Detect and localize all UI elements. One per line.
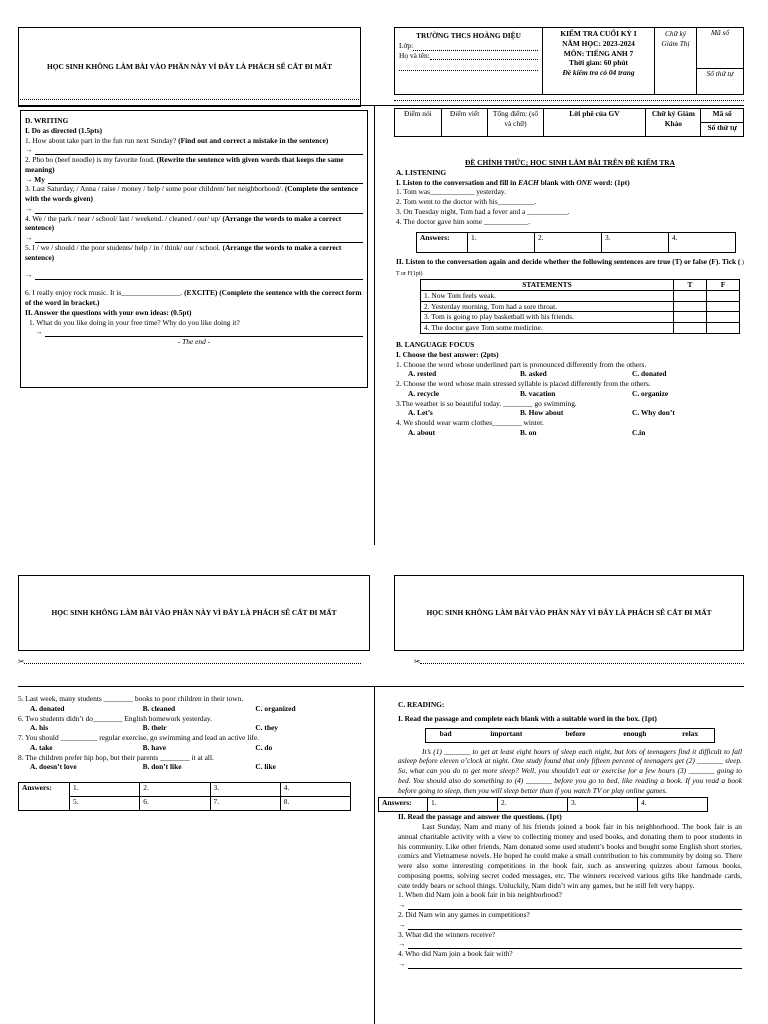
score-speaking: Điểm nói [395, 109, 442, 137]
w4-text: 4. We / the park / near / school/ last / weekend. / cleaned / our/ up/ [25, 213, 223, 223]
option[interactable]: B. How about [520, 408, 564, 418]
column-divider-top [374, 105, 375, 545]
listening-item: 3. On Tuesday night, Tom had a fever and a ___________. [396, 206, 570, 216]
warning-text: HỌC SINH KHÔNG LÀM BÀI VÀO PHẦN NÀY VÌ ĐÂY LÀ PHÁCH SẼ CẮT ĐI MẤT [51, 608, 337, 618]
option[interactable]: A. recycle [408, 388, 440, 398]
option[interactable]: C.in [632, 427, 646, 437]
option[interactable]: A. his [30, 723, 49, 733]
w4-answer-line[interactable] [25, 233, 363, 243]
listening-part1-instruction [396, 178, 744, 188]
option[interactable]: C. they [255, 723, 278, 733]
column-divider-bottom [374, 686, 375, 1024]
option[interactable]: C. donated [632, 369, 667, 379]
writing-title: D. WRITING [25, 116, 69, 125]
q5-options [18, 704, 368, 714]
language-q4: 4. We should wear warm clothes________ winter. [396, 418, 544, 428]
w2-instruction: (Rewrite the sentence with given words that keeps the same meaning) [25, 155, 344, 174]
language-q3: 3.The weather is so beautiful today. ________ go swimming. [396, 398, 577, 408]
language-sub: I. Choose the best answer: (2pts) [396, 349, 499, 359]
writing-q4 [25, 214, 363, 234]
option[interactable]: A. doesn’t love [30, 762, 77, 772]
writing-q7: 1. What do you like doing in your free time? Why do you like doing it? [29, 317, 240, 327]
w5-answer-line[interactable] [25, 270, 363, 280]
page1-content [396, 158, 744, 438]
answer-blank [35, 148, 363, 155]
language-q1: 1. Choose the word whose underlined part is pronounced differently from the others. [396, 359, 647, 369]
examiner-signature: Chữ ký Giám Khảo [646, 109, 701, 137]
answer-blank [408, 942, 742, 949]
q6-options [18, 723, 368, 733]
arrow-icon: → [35, 327, 43, 337]
listening-part2-instruction [396, 257, 744, 279]
language-continued [18, 694, 368, 811]
answer-blank [408, 923, 742, 930]
answer-blank [35, 236, 363, 243]
name-field[interactable] [399, 51, 538, 61]
listening-item: 2. Tom went to the doctor with his__________. [396, 197, 537, 207]
listening-answers-table [416, 232, 736, 253]
writing-q2 [25, 155, 363, 175]
tick-cell[interactable] [674, 312, 707, 323]
p2-text: II. Listen to the conversation again and decide whether the following sentences are true (T) or false (F). Tick ( [396, 257, 741, 267]
answer-cell[interactable]: 1. [70, 783, 140, 797]
q1-options [396, 369, 744, 379]
writing-q1 [25, 136, 363, 146]
answer-cell[interactable]: 1. [428, 798, 498, 812]
option[interactable]: B. asked [520, 369, 547, 379]
reading-passage-2: Last Sunday, Nam and many of his friends joined a book fair in his neighborhood. The book fair is an annual charitable activity with a view to collecting money and used books, and donating them to poor students in his community. Like other friends, Nam donated some used student’s books and bought some English short stories, comics and Vietnamese novels. He hoped he could make a small contribution to his community by doing so. There were also some interesting competitions in the book fair, such as answering quizzes about famous books, composing poems, solving secret coded messages, etc. The winners received various gifts like handmade cards, cute teddy bears or school things. Unluckily, Nam didn’t win any games, but he still felt very happy. [398, 822, 742, 890]
false-header: F [707, 280, 740, 291]
language-q7: 7. You should __________ regular exercise, go swimming and lead an active life. [18, 733, 259, 743]
reading-passage-1: It’s (1) _______ to get at least eight hours of sleep each night, but lots of teenagers find it difficult to fall asleep before eleven o’clock at night. One study found that only fifteen percent of teenagers get (2) _______ sleep. So, what can you do to get more sleep? Well, you shouldn’t eat or exercise for a few hours (3) _______ going to bed. You should also do something to (4) _______ before you go to bed, like reading a book. If you read a book before going to sleep, then you will sleep better than if you watch TV or play online games. [398, 746, 742, 795]
answer-blank [408, 903, 742, 910]
tick-cell[interactable] [674, 301, 707, 312]
reading-question: 3. What did the winners receive? [398, 929, 496, 939]
code-label: Mã số [697, 28, 743, 69]
detach-warning-mid-right [394, 575, 744, 651]
tick-cell[interactable] [707, 312, 740, 323]
answers-label: Answers: [19, 783, 70, 811]
p1-each: EACH [518, 177, 539, 187]
option[interactable]: A. Let’s [408, 408, 433, 418]
p1c: word: (1pt) [591, 177, 630, 187]
language-q8: 8. The children prefer hip hop, but their parents ________ it at all. [18, 752, 214, 762]
score-order: Số thứ tự [707, 123, 737, 132]
page-rule-top [18, 105, 744, 106]
arrow-icon: → [398, 958, 406, 968]
tick-cell[interactable] [674, 323, 707, 334]
word-box-item: before [547, 728, 603, 742]
answer-cell[interactable]: 7. [210, 797, 280, 811]
p1b: blank with [538, 177, 577, 187]
answers-label: Answers: [417, 233, 468, 253]
score-table [394, 108, 744, 137]
warning-text: HỌC SINH KHÔNG LÀM BÀI VÀO PHẦN NÀY VÌ ĐÂY LÀ PHÁCH SẼ CẮT ĐI MẤT [46, 62, 333, 72]
listening-title: A. LISTENING [396, 167, 447, 177]
extra-blank [399, 60, 538, 71]
code-order-block [696, 28, 743, 94]
class-field[interactable] [399, 41, 538, 51]
exam-header [394, 27, 744, 95]
score-table-wrap [394, 108, 744, 137]
answer-cell[interactable]: 2. [498, 798, 568, 812]
code-order-cell [701, 109, 744, 137]
answers-label: Answers: [379, 798, 428, 812]
arrow-icon: → [25, 270, 33, 280]
cut-line [18, 99, 361, 100]
option[interactable]: A. take [30, 742, 53, 752]
statements-table [420, 279, 740, 334]
reading-question: 4. Who did Nam join a book fair with? [398, 949, 513, 959]
writing-q6 [25, 288, 363, 308]
subject: MÔN: TIẾNG ANH 7 [563, 48, 634, 58]
exam-time: Thời gian: 60 phút [569, 58, 628, 68]
reading-section [382, 700, 742, 969]
answer-cell[interactable]: 2. [535, 233, 602, 253]
arrow-icon: → [398, 939, 406, 949]
the-end: - The end - [177, 337, 211, 347]
answer-blank [35, 273, 363, 280]
name-label: Họ và tên: [399, 50, 430, 60]
score-code: Mã số [701, 109, 743, 123]
w6-text: 6. I really enjoy rock music. It is________________. [25, 288, 185, 298]
dotted-line [24, 659, 361, 664]
w7-answer-line[interactable] [25, 327, 363, 337]
word-box-item: relax [666, 728, 714, 742]
p2-tick: ) T or F(1pt) [396, 260, 744, 278]
option[interactable]: B. cleaned [142, 703, 176, 713]
answer-cell[interactable]: 5. [70, 797, 140, 811]
page-count: Đề kiểm tra có 04 trang [562, 68, 635, 78]
w3-instruction: (Complete the sentence with the words given) [25, 184, 358, 204]
scissors-icon: ✂ [414, 657, 421, 666]
word-box-item: important [465, 728, 547, 742]
answer-cell[interactable]: 2. [140, 783, 210, 797]
tick-cell[interactable] [674, 290, 707, 301]
q3-options [396, 408, 744, 418]
writing-sub2: II. Answer the questions with your own ideas: (0.5pt) [25, 307, 192, 317]
page-rule-bottom [18, 686, 744, 687]
w3-text: 3. Last Saturday, / Anna / raise / money / help / some poor children/ her neighborhood/. [25, 184, 285, 194]
answer-cell[interactable]: 3. [602, 233, 669, 253]
reading-answer-line[interactable] [398, 939, 742, 949]
invigilator-signature [654, 28, 696, 94]
option[interactable]: C. Why don’t [632, 408, 675, 418]
answer-blank [35, 207, 363, 214]
q4-options [396, 428, 744, 438]
teacher-comment: Lời phê của GV [543, 109, 646, 137]
answer-cell[interactable]: 4. [280, 783, 350, 797]
word-box-item: bad [426, 728, 466, 742]
detach-warning-mid-left [18, 575, 370, 651]
p1a: I. Listen to the conversation and fill in [396, 177, 519, 187]
option[interactable]: B. have [142, 742, 167, 752]
option[interactable]: B. their [142, 723, 167, 733]
language-q2: 2. Choose the word whose main stressed syllable is placed differently from the others. [396, 379, 651, 389]
language-title: B. LANGUAGE FOCUS [396, 340, 475, 349]
warning-text: HỌC SINH KHÔNG LÀM BÀI VÀO PHẦN NÀY VÌ ĐÂY LÀ PHÁCH SẼ CẮT ĐI MẤT [426, 608, 712, 618]
school-year: NĂM HỌC: 2023-2024 [562, 38, 635, 48]
answer-cell[interactable]: 6. [140, 797, 210, 811]
statement-row: 4. The doctor gave Tom some medicine. [421, 323, 674, 334]
reading-sub2: II. Read the passage and answer the questions. (1pt) [398, 812, 562, 822]
detach-warning-top-left [18, 27, 361, 107]
dotted-line [420, 659, 744, 664]
option[interactable]: B. don’t like [142, 762, 182, 772]
w6-instruction: (EXCITE) (Complete the sentence with the correct form of the word in bracket.) [25, 288, 362, 308]
language-q6: 6. Two students didn’t do________ English homework yesterday. [18, 713, 212, 723]
option[interactable]: A. donated [30, 703, 65, 713]
answer-blank [45, 330, 363, 337]
student-info [395, 28, 542, 94]
writing-q5 [25, 243, 363, 263]
q8-options [18, 762, 368, 772]
option[interactable]: C. do [255, 742, 273, 752]
listening-item: 1. Tom was____________ yesterday. [396, 187, 506, 197]
name-blank [430, 53, 538, 60]
answer-cell[interactable]: 3. [568, 798, 638, 812]
q7-options [18, 743, 368, 753]
option[interactable]: B. vacation [520, 388, 556, 398]
word-box [425, 728, 715, 743]
answer-cell[interactable]: 4. [638, 798, 708, 812]
answer-blank [48, 177, 363, 184]
order-label: Số thứ tự [706, 69, 734, 78]
cut-line-mid-right [414, 657, 744, 667]
statement-row: 1. Now Tom feels weak. [421, 290, 674, 301]
cut-line-right [394, 100, 744, 101]
writing-q3 [25, 184, 363, 204]
word-box-item: enough [604, 728, 667, 742]
w5-text: 5. I / we / should / the poor students/ help / in / think/ our / school. [25, 242, 223, 252]
cut-line-mid-left [18, 657, 361, 667]
arrow-icon: → [398, 919, 406, 929]
exam-title-block [542, 28, 654, 94]
reading-answer-line[interactable] [398, 900, 742, 910]
class-label: Lớp: [399, 40, 414, 50]
true-header: T [674, 280, 707, 291]
q2-options [396, 389, 744, 399]
writing-section [20, 110, 368, 388]
w2-answer-line[interactable] [25, 175, 363, 185]
score-writing: Điểm viết [441, 109, 488, 137]
p1-one: ONE [576, 177, 592, 187]
answer-blank [408, 962, 742, 969]
reading-question: 2. Did Nam win any games in competitions? [398, 910, 530, 920]
option[interactable]: B. on [520, 427, 537, 437]
language-answers-table [18, 782, 351, 811]
option[interactable]: C. organize [632, 388, 669, 398]
w1-answer-line[interactable] [25, 145, 363, 155]
answer-cell[interactable]: 3. [210, 783, 280, 797]
tick-cell[interactable] [707, 323, 740, 334]
listening-item: 4. The doctor gave him some ____________. [396, 216, 531, 226]
w1-text: 1. How about take part in the fun run next Sunday? [25, 135, 179, 145]
option[interactable]: A. rested [408, 369, 437, 379]
option[interactable]: A. about [408, 427, 436, 437]
w2-prompt: → My [25, 174, 45, 184]
tick-cell[interactable] [707, 290, 740, 301]
class-blank [413, 44, 538, 51]
score-total: Tổng điểm: (số và chữ) [488, 109, 543, 137]
w2-text: 2. Pho bo (beef noodle) is my favorite food. [25, 155, 157, 165]
reading-title: C. READING: [398, 700, 445, 709]
exam-title: KIỂM TRA CUỐI KỲ I [560, 29, 637, 38]
statements-header: STATEMENTS [421, 280, 674, 291]
w4-instruction: (Arrange the words to make a correct sentence) [25, 213, 342, 233]
arrow-icon: → [25, 203, 33, 213]
option[interactable]: C. organized [255, 703, 296, 713]
reading-question: 1. When did Nam join a book fair in his neighborhood? [398, 890, 562, 900]
statement-row: 3. Tom is going to play basketball with his friends. [421, 312, 674, 323]
arrow-icon: → [25, 145, 33, 155]
reading-sub: I. Read the passage and complete each blank with a suitable word in the box. (1pt) [398, 713, 657, 723]
option[interactable]: C. like [255, 762, 276, 772]
answer-cell[interactable]: 1. [468, 233, 535, 253]
tick-cell[interactable] [707, 301, 740, 312]
scissors-icon: ✂ [18, 657, 25, 666]
language-q5: 5. Last week, many students ________ books to poor children in their town. [18, 694, 244, 703]
w3-answer-line[interactable] [25, 204, 363, 214]
invigilator-label: Chữ ký Giám Thị [661, 29, 690, 48]
answer-cell[interactable]: 4. [669, 233, 736, 253]
writing-sub: I. Do as directed (1.5pts) [25, 125, 103, 135]
arrow-icon: → [25, 233, 33, 243]
w1-instruction: (Find out and correct a mistake in the sentence) [178, 135, 329, 145]
answer-cell[interactable]: 8. [280, 797, 350, 811]
w5-instruction: (Arrange the words to make a correct sentence) [25, 242, 342, 262]
arrow-icon: → [398, 900, 406, 910]
reading-answers-table [378, 797, 708, 812]
official-notice: ĐỀ CHÍNH THỨC; HỌC SINH LÀM BÀI TRÊN ĐỀ KIỂM TRA [465, 158, 675, 167]
reading-answer-line[interactable] [398, 920, 742, 930]
school-name: TRƯỜNG THCS HOÀNG DIỆU [416, 31, 521, 40]
reading-answer-line[interactable] [398, 959, 742, 969]
statement-row: 2. Yesterday morning, Tom had a sore throat. [421, 301, 674, 312]
